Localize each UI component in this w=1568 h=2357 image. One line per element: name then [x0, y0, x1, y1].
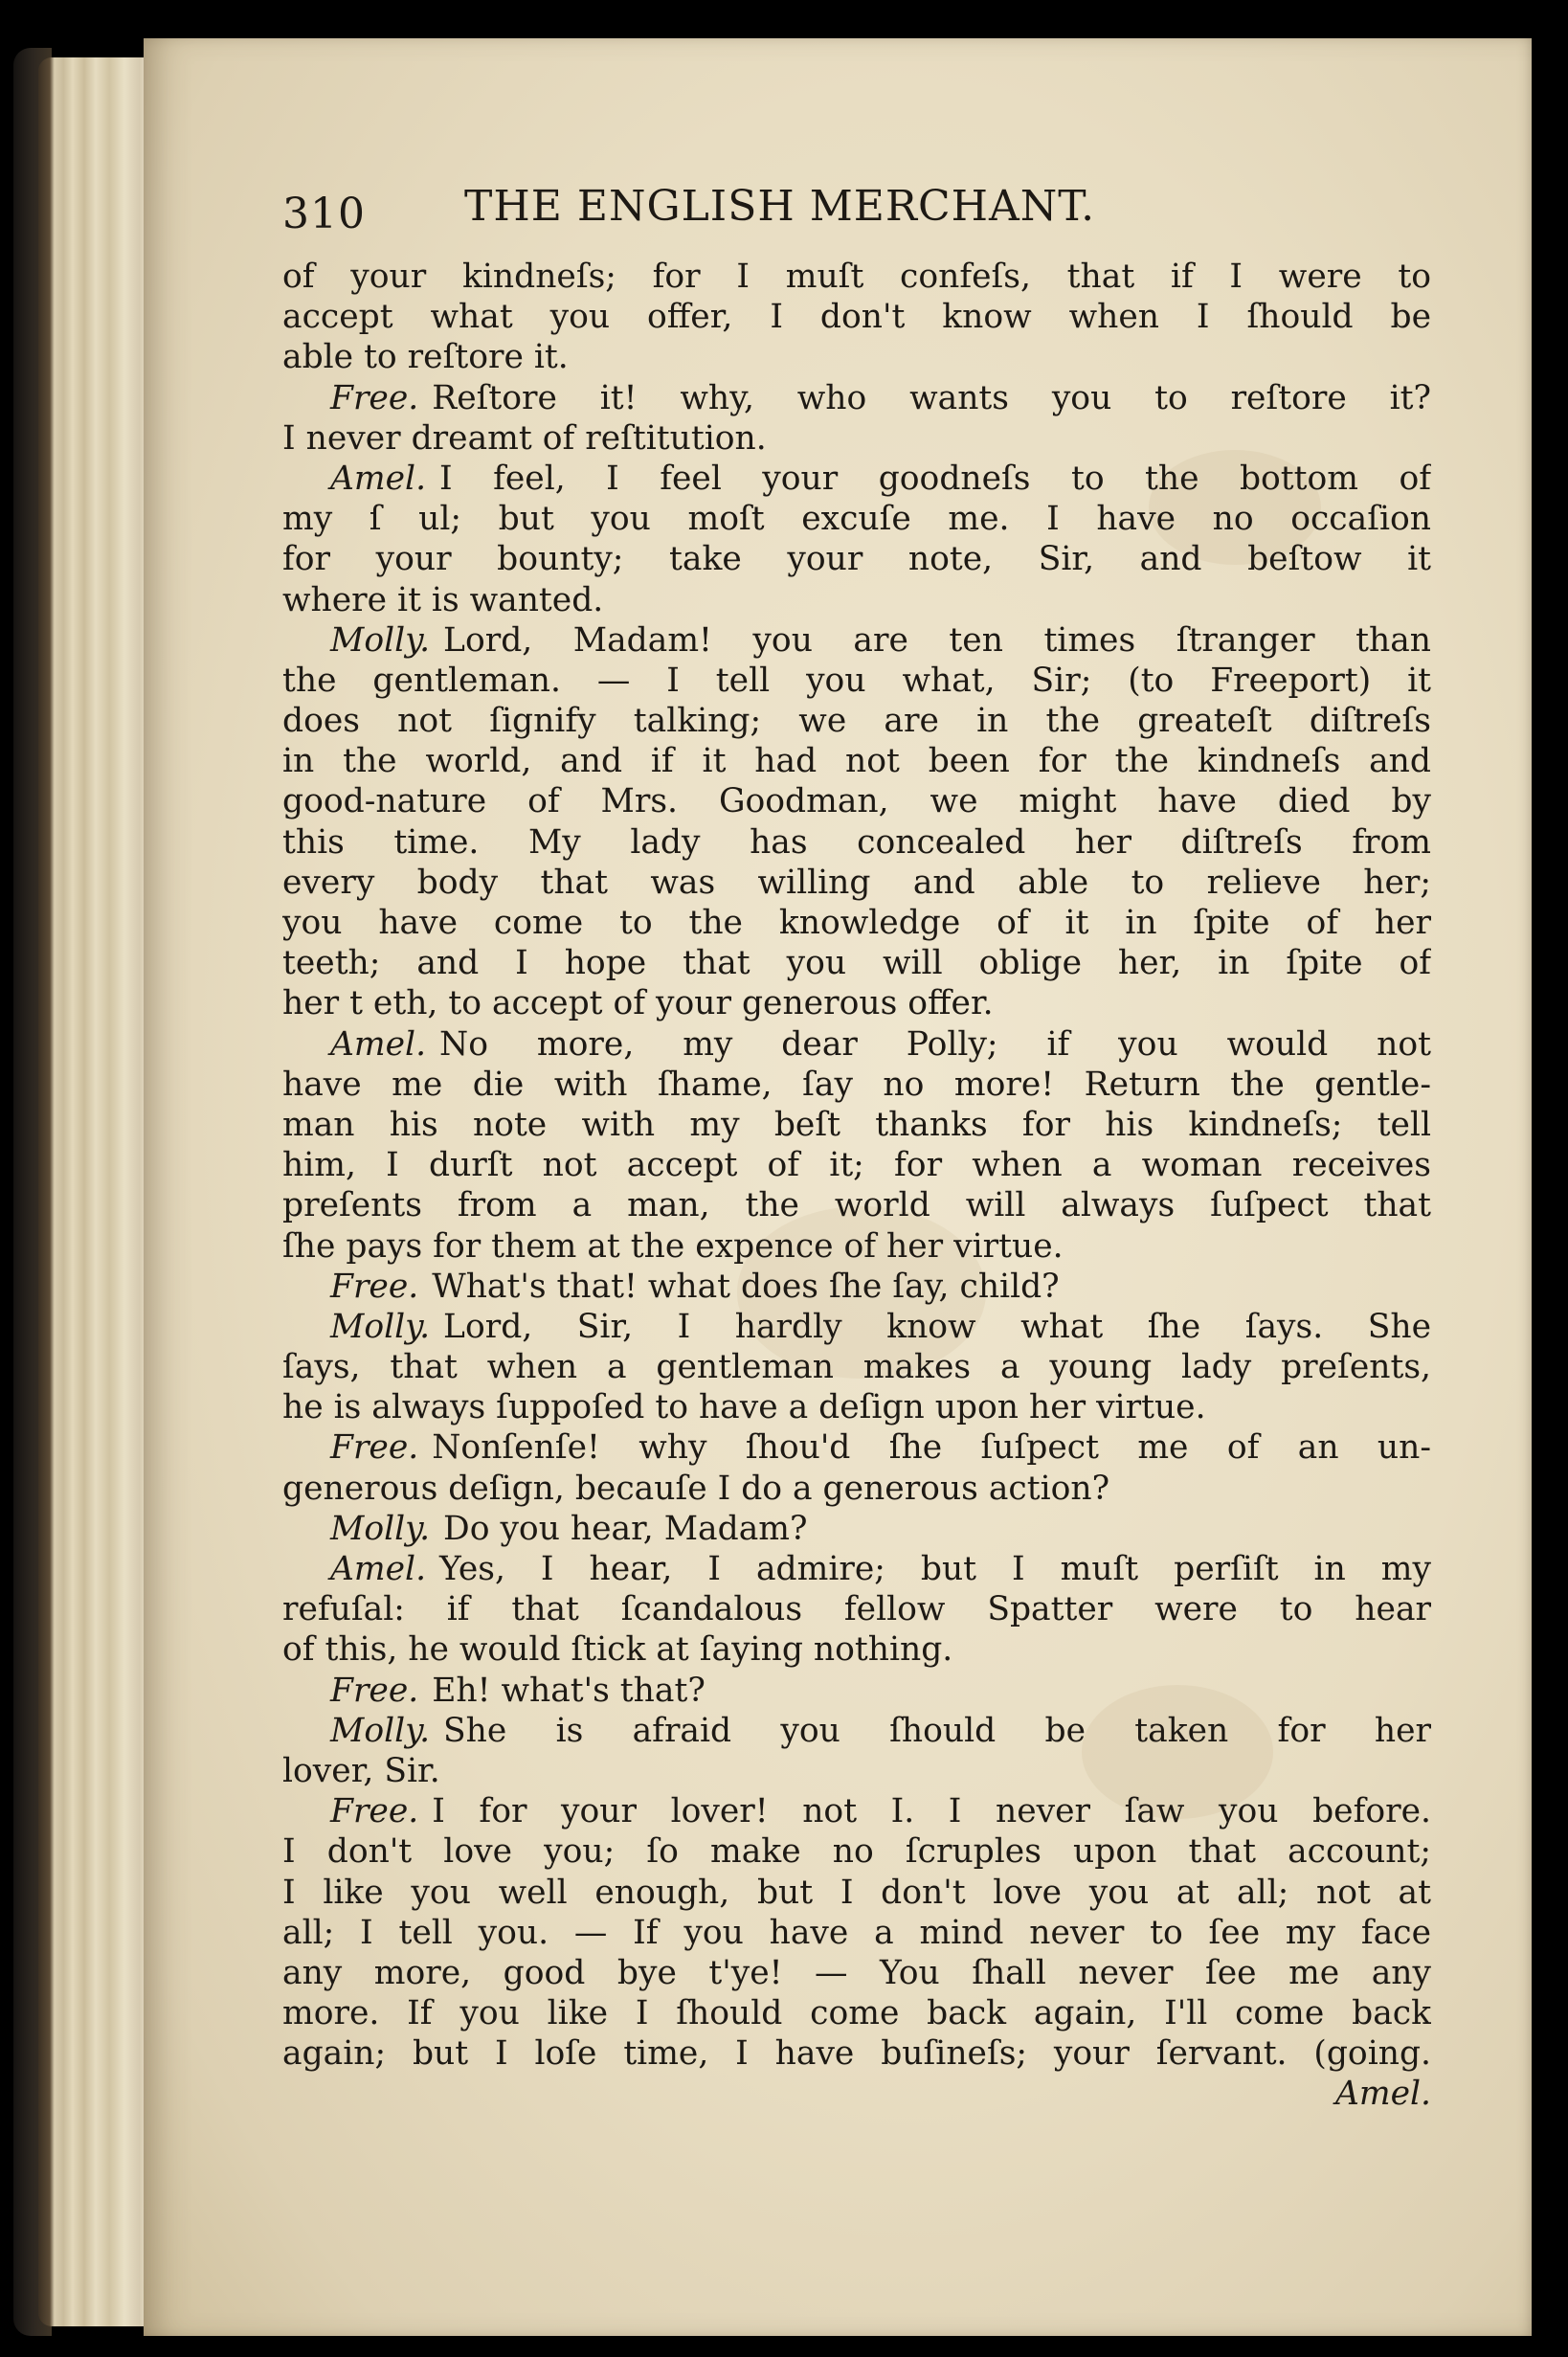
line-text: preſents from a man, the world will always ſuſpect that — [282, 1186, 1431, 1225]
line-text: my ſ ul; but you moſt excuſe me. I have no occaſion — [282, 500, 1431, 539]
line-text: he is always ſuppoſed to have a deſign upon her virtue. — [282, 1388, 1206, 1427]
body-text — [282, 257, 1431, 2114]
speaker-name: Free. — [330, 1267, 419, 1306]
text-line — [282, 459, 1431, 499]
line-text: I never dreamt of reſtitution. — [282, 418, 767, 458]
text-line — [282, 1387, 1431, 1427]
text-line — [282, 1226, 1431, 1267]
speaker-name: Free. — [330, 378, 419, 417]
line-text: I for your lover! not I. I never ſaw you before. — [432, 1792, 1431, 1831]
running-title: THE ENGLISH MERCHANT. — [464, 182, 1096, 231]
speaker-name: Amel. — [330, 1024, 427, 1064]
line-text: teeth; and I hope that you will oblige her, in ſpite of — [282, 944, 1431, 983]
line-text: No more, my dear Polly; if you would not — [439, 1024, 1431, 1064]
speaker-name: Free. — [330, 1428, 419, 1468]
text-line — [282, 1589, 1431, 1629]
line-text: Eh! what's that? — [432, 1671, 706, 1710]
text-line — [282, 741, 1431, 781]
text-line — [282, 1065, 1431, 1105]
line-text: of your kindneſs; for I muſt confeſs, that if I were to — [282, 258, 1431, 296]
text-line — [282, 903, 1431, 943]
line-text: more. If you like I ſhould come back again, I'll come back — [282, 1994, 1431, 2033]
text-line — [282, 257, 1431, 297]
text-line — [282, 1711, 1431, 1751]
page-content — [282, 144, 1431, 2114]
text-line — [282, 822, 1431, 863]
line-text: Yes, I hear, I admire; but I muſt perſiſt in my — [439, 1550, 1431, 1588]
text-line — [282, 943, 1431, 983]
text-line — [282, 701, 1431, 741]
line-text: able to reſtore it. — [282, 338, 569, 377]
text-line — [282, 297, 1431, 337]
line-text: any more, good bye t'ye! — You ſhall never ſee me any — [282, 1953, 1431, 1992]
line-text: ſays, that when a gentleman makes a young lady preſents, — [282, 1348, 1431, 1387]
speaker-name: Amel. — [330, 459, 427, 498]
text-line — [282, 539, 1431, 579]
line-text: every body that was willing and able to relieve her; — [282, 863, 1431, 902]
line-text: for your bounty; take your note, Sir, and beſtow it — [282, 540, 1431, 579]
text-line — [282, 1347, 1431, 1387]
text-line — [282, 418, 1431, 459]
text-line — [282, 983, 1431, 1023]
text-line — [282, 1509, 1431, 1549]
speaker-name: Molly. — [330, 1711, 431, 1750]
text-line — [282, 1751, 1431, 1791]
line-text: him, I durſt not accept of it; for when a woman receives — [282, 1146, 1431, 1185]
line-text: her t eth, to accept of your generous offer. — [282, 984, 994, 1023]
line-text: good-nature of Mrs. Goodman, we might have died by — [282, 782, 1431, 821]
line-text: lover, Sir. — [282, 1751, 440, 1790]
text-line — [282, 499, 1431, 539]
line-text: you have come to the knowledge of it in ſpite of her — [282, 904, 1431, 942]
text-line — [282, 1105, 1431, 1145]
text-line — [282, 1427, 1431, 1468]
line-text: does not ſignify talking; we are in the greateſt diſtreſs — [282, 702, 1431, 741]
line-text: this time. My lady has concealed her diſtreſs from — [282, 822, 1431, 862]
text-line — [282, 2033, 1431, 2074]
text-line — [282, 1145, 1431, 1185]
line-text: Reſtore it! why, who wants you to reſtore it? — [432, 378, 1431, 417]
speaker-name: Free. — [330, 1792, 419, 1831]
text-line — [282, 1267, 1431, 1307]
catchword: Amel. — [1334, 2075, 1431, 2114]
line-text: Lord, Sir, I hardly know what ſhe ſays. She — [443, 1307, 1431, 1346]
line-text: the gentleman. — I tell you what, Sir; (to Freeport) it — [282, 661, 1431, 700]
line-text: ſhe pays for them at the expence of her virtue. — [282, 1226, 1064, 1266]
text-line — [282, 1307, 1431, 1347]
line-text: generous deſign, becauſe I do a generous action? — [282, 1469, 1110, 1508]
text-line — [282, 1791, 1431, 1831]
line-text: refuſal: if that ſcandalous fellow Spatter were to hear — [282, 1590, 1431, 1629]
text-line — [282, 580, 1431, 620]
line-text: accept what you offer, I don't know when I ſhould be — [282, 298, 1431, 337]
text-line — [282, 1671, 1431, 1711]
line-text: I feel, I feel your goodneſs to the bottom of — [439, 459, 1431, 498]
speaker-name: Molly. — [330, 1307, 431, 1346]
text-line — [282, 1873, 1431, 1913]
text-line — [282, 781, 1431, 821]
text-line — [282, 1185, 1431, 1225]
line-text: Nonſenſe! why ſhou'd ſhe ſuſpect me of an un- — [432, 1428, 1431, 1468]
text-line — [282, 1024, 1431, 1065]
page-number: 310 — [282, 190, 366, 238]
speaker-name: Molly. — [330, 620, 431, 660]
speaker-name: Molly. — [330, 1509, 431, 1548]
text-line — [282, 1993, 1431, 2033]
line-text: I like you well enough, but I don't love you at all; not at — [282, 1873, 1431, 1912]
speaker-name: Free. — [330, 1671, 419, 1710]
text-line — [282, 1549, 1431, 1589]
speaker-name: Amel. — [330, 1550, 427, 1588]
text-line — [282, 337, 1431, 377]
line-text: What's that! what does ſhe ſay, child? — [432, 1267, 1060, 1306]
text-line — [282, 1629, 1431, 1670]
line-text: She is afraid you ſhould be taken for her — [443, 1711, 1431, 1750]
line-text: all; I tell you. — If you have a mind never to ſee my face — [282, 1913, 1431, 1952]
text-line — [282, 863, 1431, 903]
line-text: again; but I loſe time, I have buſineſs; your ſervant. (going. — [282, 2034, 1431, 2074]
page-edges — [38, 57, 153, 2326]
text-line — [282, 1469, 1431, 1509]
line-text: have me die with ſhame, ſay no more! Return the gentle- — [282, 1065, 1431, 1104]
line-text: Do you hear, Madam? — [443, 1509, 808, 1548]
line-text: Lord, Madam! you are ten times ſtranger than — [443, 620, 1431, 660]
text-line — [282, 378, 1431, 418]
text-line — [282, 1953, 1431, 1993]
running-head — [282, 144, 1431, 238]
text-line — [282, 620, 1431, 661]
line-text: man his note with my beſt thanks for his kindneſs; tell — [282, 1105, 1431, 1144]
line-text: of this, he would ſtick at ſaying nothing. — [282, 1630, 953, 1670]
text-line — [282, 1913, 1431, 1953]
line-text: in the world, and if it had not been for the kindneſs and — [282, 742, 1431, 781]
line-text: where it is wanted. — [282, 580, 604, 619]
line-text: I don't love you; ſo make no ſcruples upon that account; — [282, 1832, 1431, 1872]
text-line — [282, 661, 1431, 701]
text-line — [282, 1831, 1431, 1872]
